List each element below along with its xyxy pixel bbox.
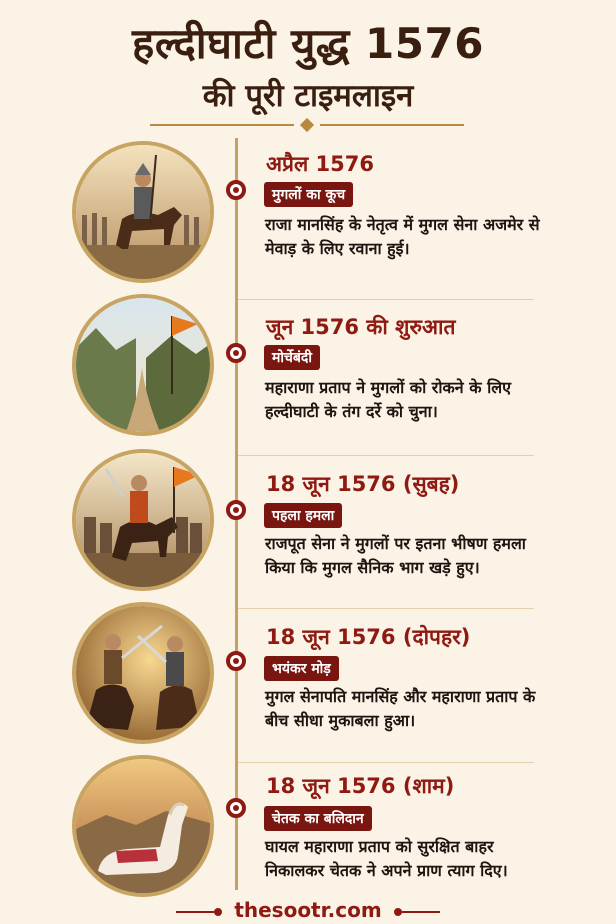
entry-label: पहला हमला bbox=[264, 503, 342, 528]
entry-image-chetak-horse bbox=[72, 755, 214, 897]
row-divider bbox=[238, 762, 534, 763]
entry-description: महाराणा प्रताप ने मुगलों को रोकने के लिए हल्दीघाटी के तंग दर्रे को चुना। bbox=[265, 378, 511, 421]
timeline-dot bbox=[226, 500, 246, 520]
entry-image-cavalry-charge bbox=[72, 449, 214, 591]
entry-date: 18 जून 1576 (सुबह) bbox=[266, 472, 460, 496]
title-rule-diamond bbox=[300, 118, 314, 132]
footer-rule-right bbox=[402, 911, 440, 913]
footer-site-link[interactable]: thesootr.com bbox=[234, 898, 382, 922]
title-rule-right bbox=[320, 124, 464, 126]
row-divider bbox=[238, 608, 534, 609]
entry-label: मोर्चेबंदी bbox=[264, 345, 320, 370]
entry-description: राजपूत सेना ने मुगलों पर इतना भीषण हमला किया कि मुगल सैनिक भाग खड़े हुए। bbox=[265, 534, 526, 577]
footer-ornament-dot bbox=[394, 908, 402, 916]
entry-date: जून 1576 की शुरुआत bbox=[266, 315, 456, 339]
entry-date: अप्रैल 1576 bbox=[266, 152, 374, 176]
entry-image-horseman bbox=[72, 141, 214, 283]
timeline-dot bbox=[226, 180, 246, 200]
timeline-dot bbox=[226, 798, 246, 818]
entry-image-mountain-pass bbox=[72, 294, 214, 436]
timeline-dot bbox=[226, 651, 246, 671]
entry-description: मुगल सेनापति मानसिंह और महाराणा प्रताप के बीच सीधा मुकाबला हुआ। bbox=[265, 687, 536, 730]
entry-date: 18 जून 1576 (दोपहर) bbox=[266, 625, 471, 649]
timeline-dot bbox=[226, 343, 246, 363]
page-title: हल्दीघाटी युद्ध 1576 bbox=[132, 19, 484, 68]
entry-label: भयंकर मोड़ bbox=[264, 656, 339, 681]
page-subtitle: की पूरी टाइमलाइन bbox=[202, 78, 414, 114]
entry-image-warriors-duel bbox=[72, 602, 214, 744]
title-rule-left bbox=[150, 124, 294, 126]
entry-description: राजा मानसिंह के नेतृत्व में मुगल सेना अजमेर से मेवाड़ के लिए रवाना हुई। bbox=[265, 215, 540, 258]
entry-date: 18 जून 1576 (शाम) bbox=[266, 774, 455, 798]
row-divider bbox=[238, 299, 534, 300]
entry-description: घायल महाराणा प्रताप को सुरक्षित बाहर निकालकर चेतक ने अपने प्राण त्याग दिए। bbox=[265, 837, 508, 880]
row-divider bbox=[238, 455, 534, 456]
entry-label: चेतक का बलिदान bbox=[264, 806, 372, 831]
entry-label: मुगलों का कूच bbox=[264, 182, 353, 207]
